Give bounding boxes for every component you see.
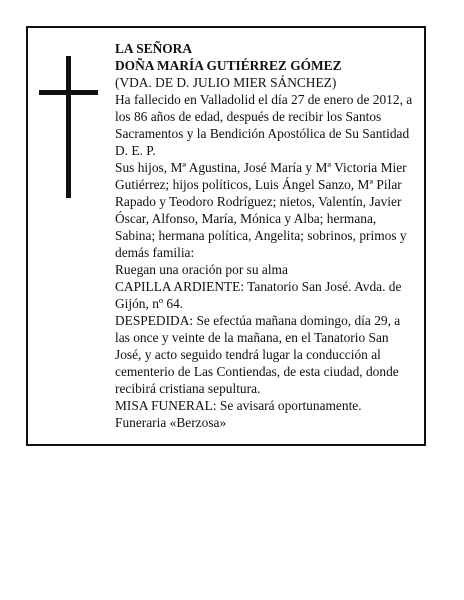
prayer-request: Ruegan una oración por su alma [115,262,288,277]
deceased-name: DOÑA MARÍA GUTIÉRREZ GÓMEZ [115,58,342,73]
widow-of-line: (VDA. DE D. JULIO MIER SÁNCHEZ) [115,75,337,90]
cross-vertical-bar [66,56,71,198]
notice-title: LA SEÑORA [115,41,193,56]
obituary-notice [26,26,426,446]
farewell-info: DESPEDIDA: Se efectúa mañana domingo, día 29, a las once y veinte de la mañana, en el Tanatorio San José, y acto seguido tendrá lugar la conducción al cementerio de Las Contiendas, de esta ciudad, donde recibirá cristiana sepultura. [115,313,401,396]
funeral-mass-info: MISA FUNERAL: Se avisará oportunamente. [115,398,362,413]
funeral-home: Funeraria «Berzosa» [115,415,227,430]
notice-text [115,40,418,431]
chapel-info: CAPILLA ARDIENTE: Tanatorio San José. Avda. de Gijón, nº 64. [115,279,402,311]
family-list: Sus hijos, Mª Agustina, José María y Mª Victoria Mier Gutiérrez; hijos políticos, Luis Ángel Sanzo, Mª Pilar Rapado y Teodoro Rodríguez; nietos, Valentín, Javier Óscar, Alfonso, María, Mónica y Alba; hermana, Sabina; hermana política, Angelita; sobrinos, primos y demás familia: [115,160,407,260]
cross-horizontal-bar [39,90,98,95]
death-announcement: Ha fallecido en Valladolid el día 27 de enero de 2012, a los 86 años de edad, después de recibir los Santos Sacramentos y la Bendición Apostólica de Su Santidad D. E. P. [115,92,413,158]
